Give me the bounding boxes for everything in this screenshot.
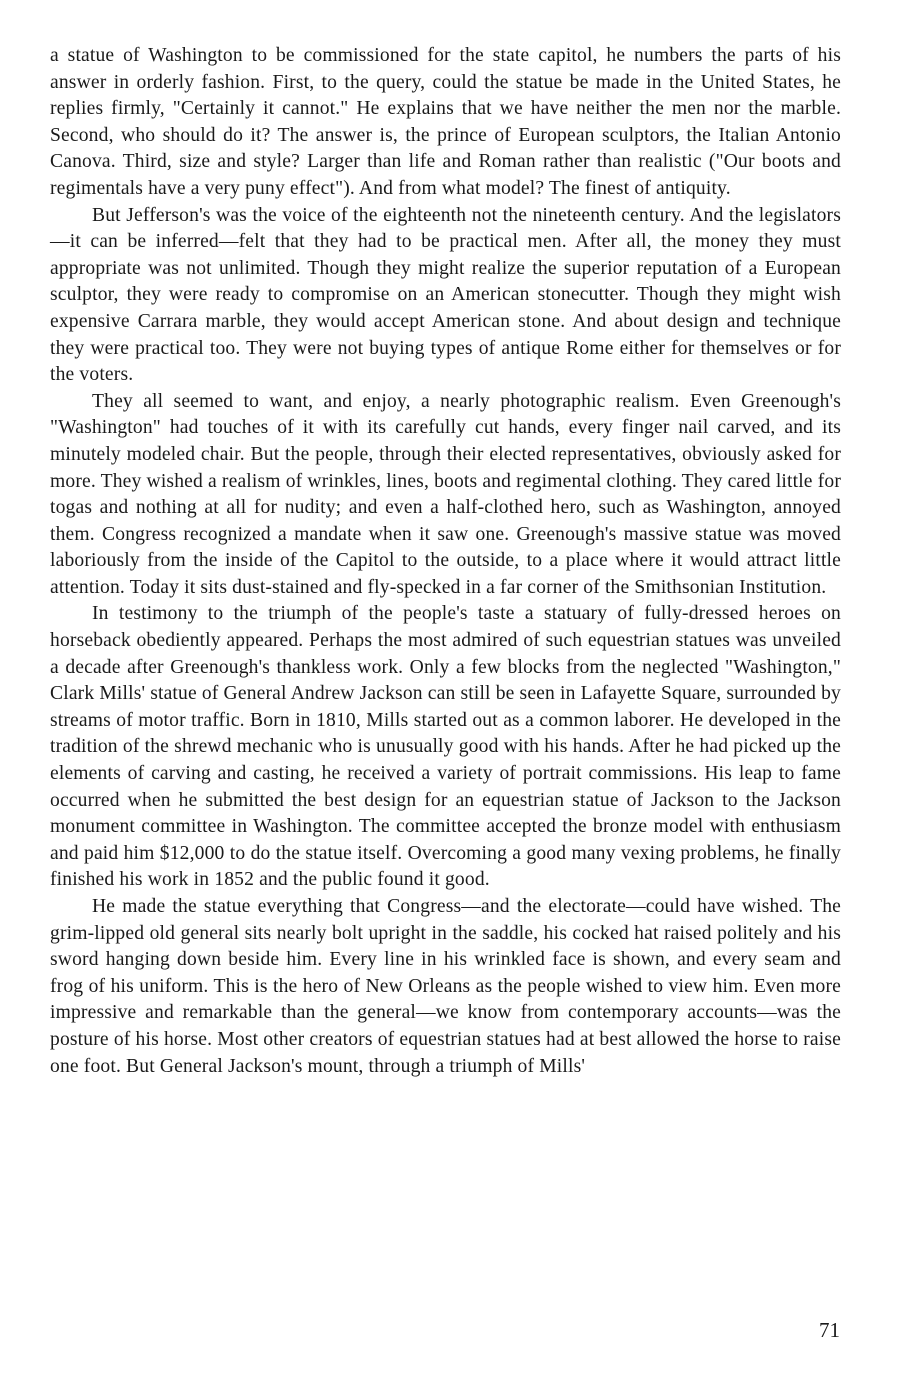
paragraph-jackson-statue: He made the statue everything that Congress—and the electorate—could have wished. The grim-lipped old general sits nearly bolt upright in the saddle, his cocked hat raised politely and his sword hanging down beside him. Every line in his wrinkled face is shown, and every seam and frog of his uniform. This is the hero of New Orleans as the people wished to view him. Even more impressive and remarkable than the general—we know from contemporary accounts—was the posture of his horse. Most other creators of equestrian statues had at best allowed the horse to raise one foot. But General Jackson's mount, through a triumph of Mills' — [50, 896, 841, 1077]
paragraph-photographic-realism: They all seemed to want, and enjoy, a nearly photographic realism. Even Greenough's "Washington" had touches of it with its carefully cut hands, every finger nail carved, and its minutely modeled chair. But the people, through their elected representatives, obviously asked for more. They wished a realism of wrinkles, lines, boots and regimental clothing. They cared little for togas and nothing at all for nudity; and even a half-clothed hero, such as Washington, annoyed them. Congress recognized a mandate when it saw one. Greenough's massive statue was moved laboriously from the inside of the Capitol to the outside, to a place where it would attract little attention. Today it sits dust-stained and fly-specked in a far corner of the Smithsonian Institution. — [50, 390, 841, 598]
page-body — [50, 43, 841, 1080]
paragraph-equestrian-statues: In testimony to the triumph of the people's taste a statuary of fully-dressed heroes on horseback obediently appeared. Perhaps the most admired of such equestrian statues was unveiled a decade after Greenough's thankless work. Only a few blocks from the neglected "Washington," Clark Mills' statue of General Andrew Jackson can still be seen in Lafayette Square, surrounded by streams of motor traffic. Born in 1810, Mills started out as a common laborer. He developed in the tradition of the shrewd mechanic who is unusually good with his hands. After he had picked up the elements of carving and casting, he received a variety of portrait commissions. His leap to fame occurred when he submitted the best design for an equestrian statue of Jackson to the Jackson monument committee in Washington. The committee accepted the bronze model with enthusiasm and paid him $12,000 to do the statue itself. Overcoming a good many vexing problems, he finally finished his work in 1852 and the public found it good. — [50, 603, 841, 891]
page-number: 71 — [819, 1318, 840, 1342]
paragraph-continued: a statue of Washington to be commissioned for the state capitol, he numbers the parts of his answer in orderly fashion. First, to the query, could the statue be made in the United States, he replies firmly, "Certainly it cannot." He explains that we have neither the men nor the marble. Second, who should do it? The answer is, the prince of European sculptors, the Italian Antonio Canova. Third, size and style? Larger than life and Roman rather than realistic ("Our boots and regimentals have a very puny effect"). And from what model? The finest of antiquity. — [50, 45, 841, 199]
paragraph-jefferson-voice: But Jefferson's was the voice of the eighteenth not the nineteenth century. And the legislators—it can be inferred—felt that they had to be practical men. After all, the money they must appropriate was not unlimited. Though they might realize the superior reputation of a European sculptor, they were ready to compromise on an American stonecutter. Though they might wish expensive Carrara marble, they would accept American stone. And about design and technique they were practical too. They were not buying types of antique Rome either for themselves or for the voters. — [50, 204, 841, 386]
